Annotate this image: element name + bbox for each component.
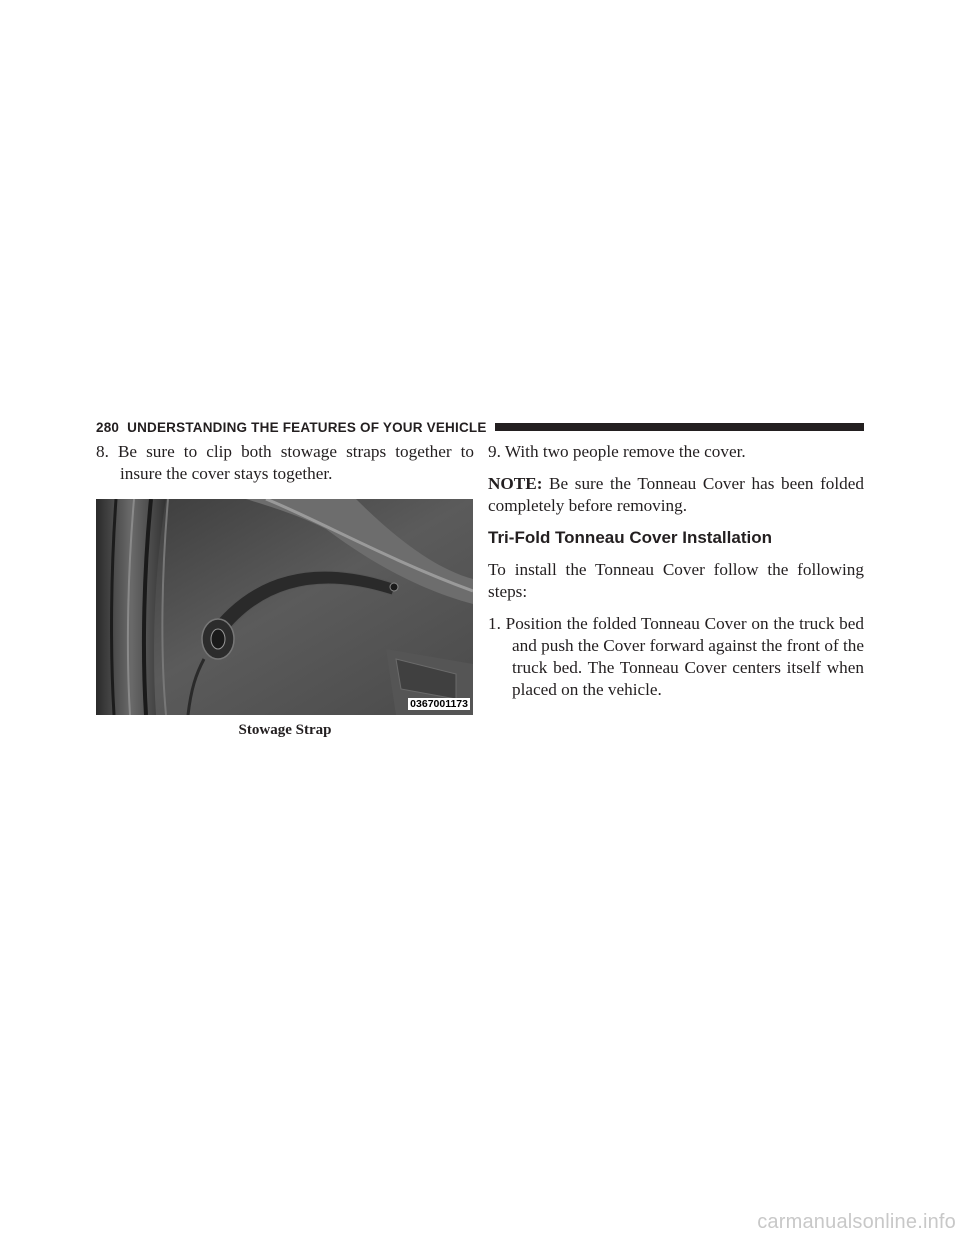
note-paragraph — [488, 473, 864, 517]
stowage-strap-illustration — [96, 499, 473, 715]
section-title: UNDERSTANDING THE FEATURES OF YOUR VEHICLE — [127, 419, 487, 435]
note-text: Be sure the Tonneau Cover has been folded completely before removing. — [488, 474, 864, 515]
left-column — [96, 441, 474, 739]
intro-paragraph: To install the Tonneau Cover follow the following steps: — [488, 560, 864, 601]
section-heading: Tri-Fold Tonneau Cover Installation — [488, 528, 772, 547]
right-column — [488, 441, 864, 701]
figure-caption: Stowage Strap — [238, 722, 332, 738]
step-8: 8. Be sure to clip both stowage straps together to insure the cover stays together. — [96, 442, 474, 483]
note-label: NOTE: — [488, 474, 543, 493]
step-1: 1. Position the folded Tonneau Cover on the truck bed and push the Cover forward against the front of the truck bed. The Tonneau Cover centers itself when placed on the vehicle. — [488, 614, 864, 699]
watermark: carmanualsonline.info — [757, 1211, 956, 1233]
figure-code: 0367001173 — [410, 698, 468, 710]
step-9: 9. With two people remove the cover. — [488, 442, 746, 461]
page-header — [96, 418, 864, 436]
header-rule — [495, 423, 864, 431]
page-number: 280 — [96, 419, 120, 435]
stowage-strap-figure — [96, 499, 473, 715]
